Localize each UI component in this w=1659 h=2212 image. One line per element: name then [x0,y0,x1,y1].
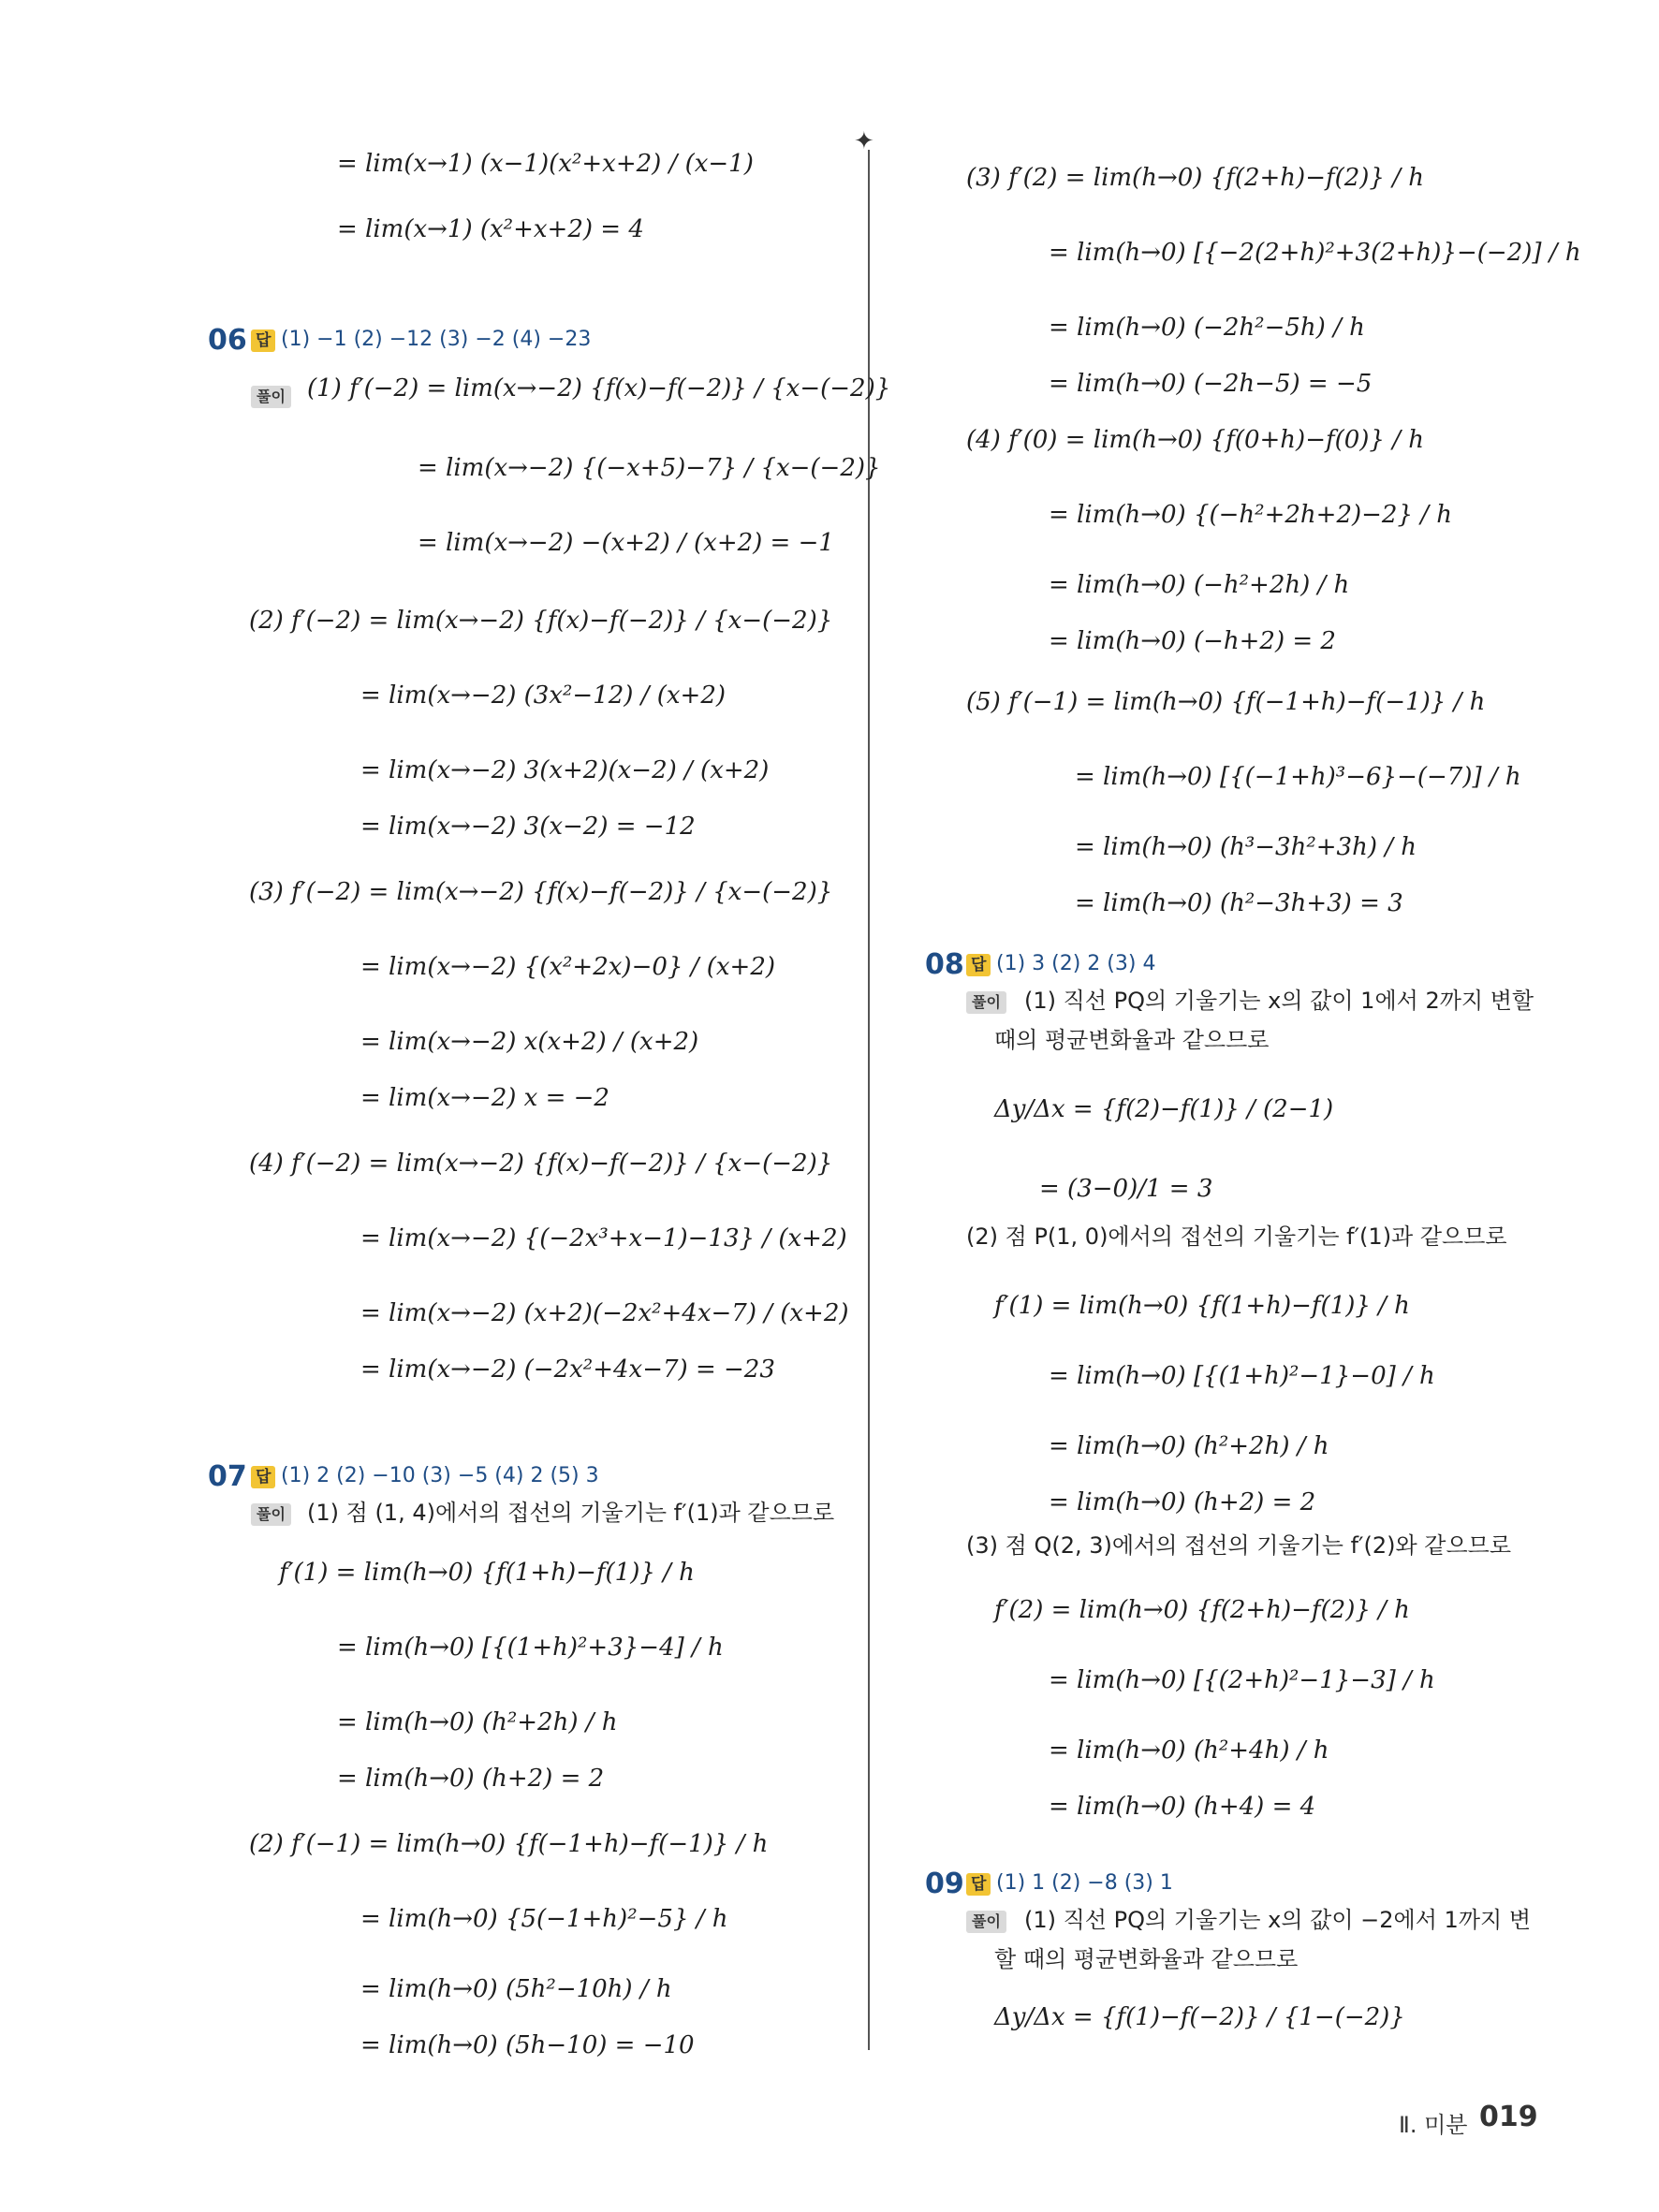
left-equation-line: = lim(x→−2) 3(x+2)(x−2) / (x+2) [360,756,770,784]
right-equation-line: = lim(h→0) (h+4) = 4 [1049,1793,1316,1821]
right-equation-line: = lim(h→0) (h²+4h) / h [1049,1736,1329,1765]
answer-badge-08: 답 [966,954,991,976]
column-divider [868,150,870,2050]
left-equation-line: = lim(x→−2) 3(x−2) = −12 [360,813,696,841]
left-equation-line: = lim(h→0) (h+2) = 2 [337,1765,605,1793]
solution-badge-07: 풀이 [251,1503,291,1526]
right-equation-line: = (3−0)/1 = 3 [1039,1175,1213,1203]
left-equation-line: = lim(x→−2) (3x²−12) / (x+2) [360,681,727,710]
problem-number-08: 08 [925,948,964,981]
left-equation-line: = lim(h→0) {5(−1+h)²−5} / h [360,1905,728,1933]
ornament-icon: ✦ [854,127,874,155]
left-equation-line: = lim(x→−2) {(−2x³+x−1)−13} / (x+2) [360,1224,847,1252]
answers-08: (1) 3 (2) 2 (3) 4 [996,952,1156,975]
right-equation-line: = lim(h→0) [{(2+h)²−1}−3] / h [1049,1666,1435,1694]
left-equation-line: = lim(x→−2) (−2x²+4x−7) = −23 [360,1355,775,1384]
left-equation-line: = lim(x→−2) {(x²+2x)−0} / (x+2) [360,953,776,981]
right-equation-line: (5) f′(−1) = lim(h→0) {f(−1+h)−f(−1)} / h [966,688,1486,716]
left-equation-line: = lim(x→−2) {(−x+5)−7} / {x−(−2)} [418,454,881,482]
left-equation-line: = lim(x→1) (x−1)(x²+x+2) / (x−1) [337,150,754,178]
p08-text-line1: (1) 직선 PQ의 기울기는 x의 값이 1에서 2까지 변할 [1024,988,1534,1014]
page-number: 019 [1479,2101,1538,2133]
right-equation-line: = lim(h→0) (h+2) = 2 [1049,1488,1316,1516]
right-equation-line: = lim(h→0) [{−2(2+h)²+3(2+h)}−(−2)] / h [1049,239,1581,267]
left-equation-line: = lim(h→0) (5h²−10h) / h [360,1975,672,2003]
right-equation-line: = lim(h→0) (−h²+2h) / h [1049,571,1350,599]
right-equation-line: = lim(h→0) [{(−1+h)³−6}−(−7)] / h [1075,763,1521,791]
p07-intro-text: (1) 점 (1, 4)에서의 접선의 기울기는 f′(1)과 같으므로 [307,1500,835,1526]
right-equation-line: = lim(h→0) (−2h−5) = −5 [1049,370,1373,398]
answer-badge-09: 답 [966,1873,991,1896]
left-equation-line: f′(1) = lim(h→0) {f(1+h)−f(1)} / h [279,1559,695,1587]
left-equation-line: = lim(x→−2) −(x+2) / (x+2) = −1 [418,529,834,557]
solution-badge-08: 풀이 [966,991,1006,1014]
p08-text-line3: (2) 점 P(1, 0)에서의 접선의 기울기는 f′(1)과 같으므로 [966,1223,1507,1250]
p08-text-line2: 때의 평균변화율과 같으므로 [994,1027,1270,1053]
solution-badge-06: 풀이 [251,386,291,408]
footer-section: Ⅱ. 미분 [1399,2112,1468,2138]
p08-text-line4: (3) 점 Q(2, 3)에서의 접선의 기울기는 f′(2)와 같으므로 [966,1532,1512,1559]
left-equation-line: = lim(x→−2) x = −2 [360,1084,609,1112]
right-equation-line: (3) f′(2) = lim(h→0) {f(2+h)−f(2)} / h [966,164,1425,192]
left-equation-line: = lim(x→−2) (x+2)(−2x²+4x−7) / (x+2) [360,1299,849,1327]
right-equation-line: f′(2) = lim(h→0) {f(2+h)−f(2)} / h [994,1596,1410,1624]
problem-number-06: 06 [208,324,247,357]
problem-number-09: 09 [925,1868,964,1900]
right-equation-line: = lim(h→0) (−h+2) = 2 [1049,627,1336,655]
answer-badge-07: 답 [251,1466,275,1488]
right-equation-line: (4) f′(0) = lim(h→0) {f(0+h)−f(0)} / h [966,426,1425,454]
right-equation-line: = lim(h→0) (−2h²−5h) / h [1049,314,1365,342]
right-equation-line: Δy/Δx = {f(2)−f(1)} / (2−1) [994,1095,1334,1123]
p09-text-line2: 할 때의 평균변화율과 같으므로 [994,1946,1299,1972]
left-equation-line: (2) f′(−2) = lim(x→−2) {f(x)−f(−2)} / {x−(−2)} [249,607,833,635]
solution-badge-09: 풀이 [966,1911,1006,1933]
left-equation-line: = lim(h→0) [{(1+h)²+3}−4] / h [337,1633,724,1662]
answers-07: (1) 2 (2) −10 (3) −5 (4) 2 (5) 3 [281,1464,599,1487]
left-equation-line: (3) f′(−2) = lim(x→−2) {f(x)−f(−2)} / {x−(−2)} [249,878,833,906]
left-equation-line: (1) f′(−2) = lim(x→−2) {f(x)−f(−2)} / {x−(−2)} [307,374,891,403]
answers-09: (1) 1 (2) −8 (3) 1 [996,1871,1173,1895]
left-equation-line: = lim(h→0) (5h−10) = −10 [360,2031,695,2059]
right-equation-line: = lim(h→0) (h³−3h²+3h) / h [1075,833,1417,861]
left-equation-line: = lim(x→1) (x²+x+2) = 4 [337,215,644,243]
left-equation-line: (2) f′(−1) = lim(h→0) {f(−1+h)−f(−1)} / h [249,1830,769,1858]
right-equation-line: = lim(h→0) [{(1+h)²−1}−0] / h [1049,1362,1435,1390]
right-equation-line: f′(1) = lim(h→0) {f(1+h)−f(1)} / h [994,1292,1410,1320]
p09-text-line1: (1) 직선 PQ의 기울기는 x의 값이 −2에서 1까지 변 [1024,1907,1532,1933]
problem-number-07: 07 [208,1460,247,1493]
answers-06: (1) −1 (2) −12 (3) −2 (4) −23 [281,328,592,351]
left-equation-line: (4) f′(−2) = lim(x→−2) {f(x)−f(−2)} / {x−(−2)} [249,1150,833,1178]
right-equation-line: = lim(h→0) (h²−3h+3) = 3 [1075,889,1403,917]
right-equation-line: = lim(h→0) (h²+2h) / h [1049,1432,1329,1460]
right-equation-line: = lim(h→0) {(−h²+2h+2)−2} / h [1049,501,1453,529]
answer-badge-06: 답 [251,330,275,352]
right-equation-line: Δy/Δx = {f(1)−f(−2)} / {1−(−2)} [994,2003,1405,2031]
left-equation-line: = lim(x→−2) x(x+2) / (x+2) [360,1028,699,1056]
left-equation-line: = lim(h→0) (h²+2h) / h [337,1708,618,1736]
